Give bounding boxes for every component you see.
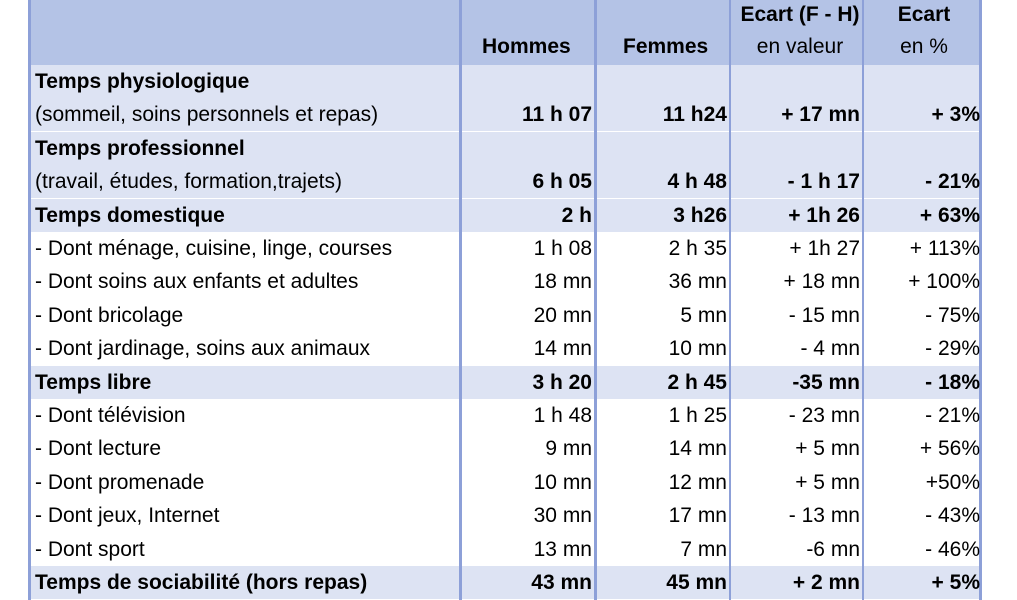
cell-ecart-pct: - 29% — [925, 337, 980, 361]
table-header — [31, 0, 979, 65]
table-row — [31, 165, 979, 198]
cell-femmes: 14 mn — [668, 437, 727, 461]
cell-ecart-pct: + 113% — [909, 237, 980, 260]
table-row — [31, 566, 979, 599]
table-row — [31, 98, 979, 131]
cell-ecart-valeur: - 15 mn — [788, 303, 860, 327]
time-use-table — [28, 0, 982, 600]
row-label: Temps de sociabilité (hors repas) — [35, 571, 368, 594]
cell-hommes: 2 h — [561, 203, 592, 227]
table-row — [31, 332, 979, 365]
table-row — [31, 299, 979, 332]
row-label: - Dont jardinage, soins aux animaux — [35, 337, 371, 361]
cell-femmes — [599, 132, 727, 165]
cell-femmes: 45 mn — [666, 571, 727, 594]
header-ecart-pct-line1: Ecart — [897, 3, 951, 26]
row-label: Temps libre — [35, 370, 152, 394]
row-label: (sommeil, soins personnels et repas) — [35, 103, 379, 127]
cell-hommes — [465, 132, 592, 165]
cell-ecart-valeur: - 23 mn — [788, 404, 860, 427]
table-row — [31, 265, 979, 298]
row-label: - Dont sport — [35, 537, 145, 561]
row-label: Temps domestique — [35, 203, 225, 227]
cell-femmes: 36 mn — [668, 270, 727, 294]
cell-hommes: 18 mn — [533, 270, 592, 294]
column-divider-1 — [459, 0, 462, 600]
header-ecart-pct-line2: en % — [900, 35, 948, 58]
cell-ecart-pct: + 56% — [919, 437, 980, 461]
row-label: - Dont promenade — [35, 470, 205, 494]
cell-ecart-valeur — [734, 65, 860, 98]
cell-ecart-valeur: - 13 mn — [788, 504, 860, 528]
header-ecart-valeur-line2: en valeur — [756, 35, 844, 58]
cell-femmes: 3 h26 — [673, 203, 727, 227]
cell-ecart-valeur: - 4 mn — [800, 337, 860, 361]
cell-hommes: 1 h 08 — [533, 237, 592, 260]
cell-femmes: 7 mn — [680, 537, 727, 561]
cell-hommes: 20 mn — [533, 303, 592, 327]
table-row — [31, 132, 979, 165]
row-label: Temps professionnel — [35, 136, 245, 160]
row-label: Temps physiologique — [35, 70, 250, 93]
cell-femmes: 2 h 35 — [668, 237, 727, 260]
cell-hommes: 6 h 05 — [532, 170, 592, 194]
table-row — [31, 399, 979, 432]
cell-femmes: 11 h24 — [662, 103, 727, 127]
cell-hommes: 1 h 48 — [533, 404, 592, 427]
table-row — [31, 466, 979, 499]
cell-ecart-valeur: + 2 mn — [792, 571, 860, 594]
column-divider-3 — [729, 0, 731, 600]
cell-hommes: 30 mn — [533, 504, 592, 528]
cell-hommes: 11 h 07 — [521, 103, 592, 127]
cell-femmes: 2 h 45 — [667, 370, 727, 394]
cell-ecart-pct: + 100% — [908, 270, 980, 294]
header-femmes: Femmes — [623, 35, 709, 58]
row-label: - Dont jeux, Internet — [35, 504, 220, 528]
row-label: (travail, études, formation,trajets) — [35, 170, 342, 194]
cell-ecart-valeur: + 1h 27 — [789, 237, 860, 260]
table-row — [31, 499, 979, 532]
cell-ecart-valeur: + 5 mn — [795, 470, 860, 494]
cell-hommes: 14 mn — [533, 337, 592, 361]
cell-ecart-valeur — [734, 132, 860, 165]
cell-ecart-valeur: - 1 h 17 — [787, 170, 860, 194]
cell-hommes — [465, 65, 592, 98]
table-row — [31, 533, 979, 566]
header-hommes: Hommes — [482, 35, 571, 58]
cell-femmes — [599, 65, 727, 98]
cell-ecart-valeur: + 1h 26 — [788, 203, 860, 227]
cell-ecart-pct — [867, 132, 980, 165]
cell-femmes: 10 mn — [668, 337, 727, 361]
column-divider-4 — [862, 0, 864, 600]
cell-hommes: 3 h 20 — [532, 370, 592, 394]
cell-femmes: 4 h 48 — [667, 170, 727, 194]
cell-ecart-valeur: + 17 mn — [781, 103, 860, 127]
column-divider-2 — [594, 0, 597, 600]
cell-ecart-pct: - 21% — [925, 404, 980, 427]
cell-ecart-pct: - 43% — [925, 504, 980, 528]
cell-ecart-pct: + 63% — [919, 203, 980, 227]
row-label: - Dont soins aux enfants et adultes — [35, 270, 359, 294]
cell-femmes: 17 mn — [668, 504, 727, 528]
row-label: - Dont bricolage — [35, 303, 184, 327]
table-row — [31, 366, 979, 399]
cell-ecart-pct: - 46% — [925, 537, 980, 561]
cell-ecart-pct: - 18% — [925, 370, 980, 394]
cell-ecart-pct: - 21% — [925, 170, 980, 194]
cell-ecart-pct: + 5% — [931, 571, 980, 594]
cell-ecart-pct: + 3% — [931, 103, 980, 127]
cell-ecart-pct — [867, 65, 980, 98]
cell-ecart-pct: +50% — [925, 470, 980, 494]
cell-ecart-valeur: -35 mn — [792, 370, 860, 394]
row-label: - Dont ménage, cuisine, linge, courses — [35, 237, 393, 260]
cell-ecart-valeur: + 18 mn — [783, 270, 860, 294]
cell-femmes: 12 mn — [668, 470, 727, 494]
row-label: - Dont télévision — [35, 404, 186, 427]
cell-ecart-valeur: + 5 mn — [795, 437, 860, 461]
cell-ecart-pct: - 75% — [925, 303, 980, 327]
table-row — [31, 65, 979, 98]
cell-hommes: 43 mn — [531, 571, 592, 594]
table-row — [31, 432, 979, 465]
cell-hommes: 10 mn — [533, 470, 592, 494]
cell-hommes: 13 mn — [533, 537, 592, 561]
cell-ecart-valeur: -6 mn — [806, 537, 860, 561]
cell-femmes: 5 mn — [680, 303, 727, 327]
table-row — [31, 232, 979, 265]
cell-hommes: 9 mn — [545, 437, 592, 461]
row-label: - Dont lecture — [35, 437, 162, 461]
cell-femmes: 1 h 25 — [668, 404, 727, 427]
table-row — [31, 199, 979, 232]
header-ecart-valeur-line1: Ecart (F - H) — [740, 3, 860, 26]
